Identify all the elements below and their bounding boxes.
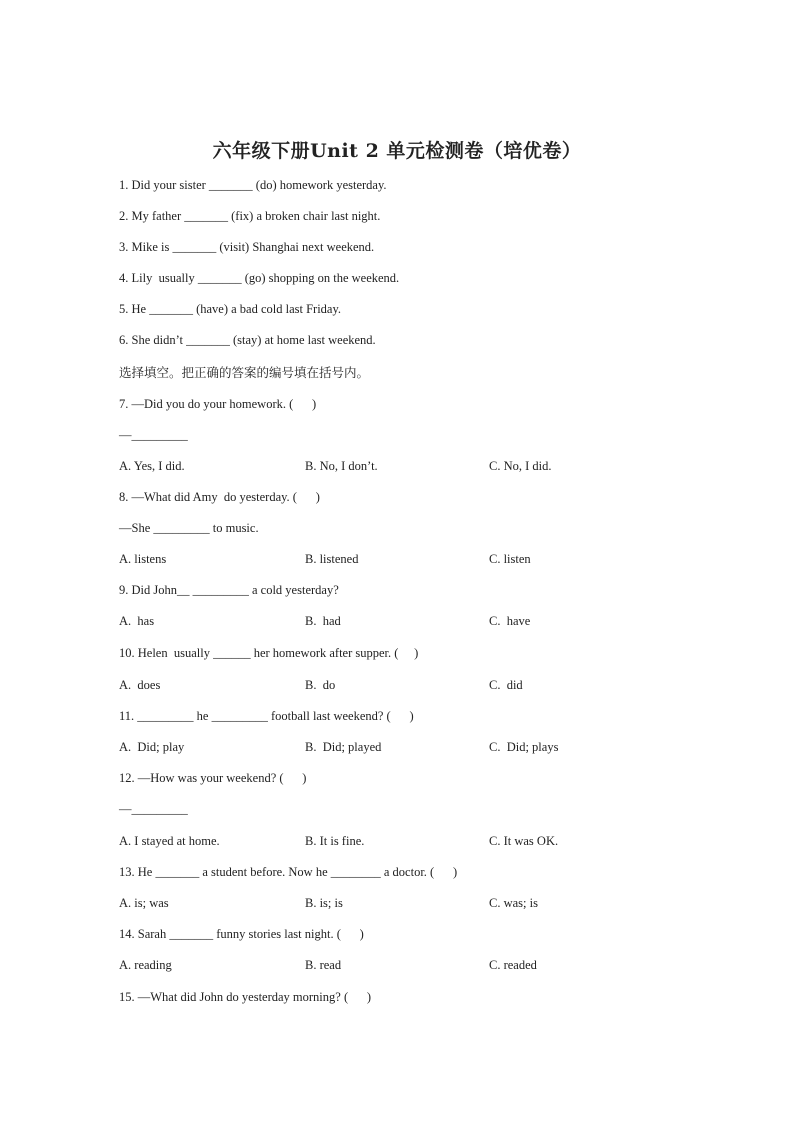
question-14-stem: 14. Sarah _______ funny stories last night. ( )	[119, 927, 364, 941]
question-10-stem: 10. Helen usually ______ her homework after supper. ( )	[119, 646, 419, 660]
question-9-option-c: C. have	[489, 614, 531, 628]
question-12-option-a: A. I stayed at home.	[119, 834, 220, 848]
question-9-option-b: B. had	[305, 614, 341, 628]
question-10-option-a: A. does	[119, 678, 161, 692]
question-8-option-c: C. listen	[489, 552, 531, 566]
question-12-answer-line: —_________	[119, 802, 188, 816]
question-14-option-a: A. reading	[119, 958, 172, 972]
question-11-stem: 11. _________ he _________ football last weekend? ( )	[119, 709, 414, 723]
question-15-stem: 15. —What did John do yesterday morning? ( )	[119, 990, 372, 1004]
question-11-option-a: A. Did; play	[119, 740, 185, 754]
question-8-answer-line: —She _________ to music.	[119, 521, 259, 535]
question-13-option-c: C. was; is	[489, 896, 538, 910]
question-13-option-a: A. is; was	[119, 896, 169, 910]
question-8-option-a: A. listens	[119, 552, 167, 566]
question-13-stem: 13. He _______ a student before. Now he ________ a doctor. ( )	[119, 865, 458, 879]
question-12-option-b: B. It is fine.	[305, 834, 365, 848]
question-9-option-a: A. has	[119, 614, 155, 628]
question-12-option-c: C. It was OK.	[489, 834, 559, 848]
question-7-option-c: C. No, I did.	[489, 459, 552, 473]
question-7-option-b: B. No, I don’t.	[305, 459, 378, 473]
question-10-option-b: B. do	[305, 678, 336, 692]
question-12-stem: 12. —How was your weekend? ( )	[119, 771, 307, 785]
question-13-option-b: B. is; is	[305, 896, 343, 910]
fill-in-item-3: 3. Mike is _______ (visit) Shanghai next weekend.	[119, 240, 375, 254]
question-8-option-b: B. listened	[305, 552, 359, 566]
question-7-answer-line: —_________	[119, 428, 188, 442]
fill-in-item-2: 2. My father _______ (fix) a broken chair last night.	[119, 209, 381, 223]
question-8-stem: 8. —What did Amy do yesterday. ( )	[119, 490, 320, 504]
question-7-option-a: A. Yes, I did.	[119, 459, 185, 473]
question-7-stem: 7. —Did you do your homework. ( )	[119, 397, 317, 411]
page-title: 六年级下册Unit 2 单元检测卷（培优卷）	[212, 140, 582, 162]
section-instruction: 选择填空。把正确的答案的编号填在括号内。	[119, 365, 370, 380]
question-11-option-b: B. Did; played	[305, 740, 382, 754]
question-10-option-c: C. did	[489, 678, 523, 692]
question-9-stem: 9. Did John__ _________ a cold yesterday?	[119, 583, 339, 597]
fill-in-item-1: 1. Did your sister _______ (do) homework yesterday.	[119, 178, 387, 192]
question-11-option-c: C. Did; plays	[489, 740, 559, 754]
fill-in-item-5: 5. He _______ (have) a bad cold last Friday.	[119, 302, 342, 316]
question-14-option-b: B. read	[305, 958, 342, 972]
question-14-option-c: C. readed	[489, 958, 537, 972]
fill-in-item-6: 6. She didn’t _______ (stay) at home last weekend.	[119, 333, 376, 347]
fill-in-item-4: 4. Lily usually _______ (go) shopping on the weekend.	[119, 271, 400, 285]
